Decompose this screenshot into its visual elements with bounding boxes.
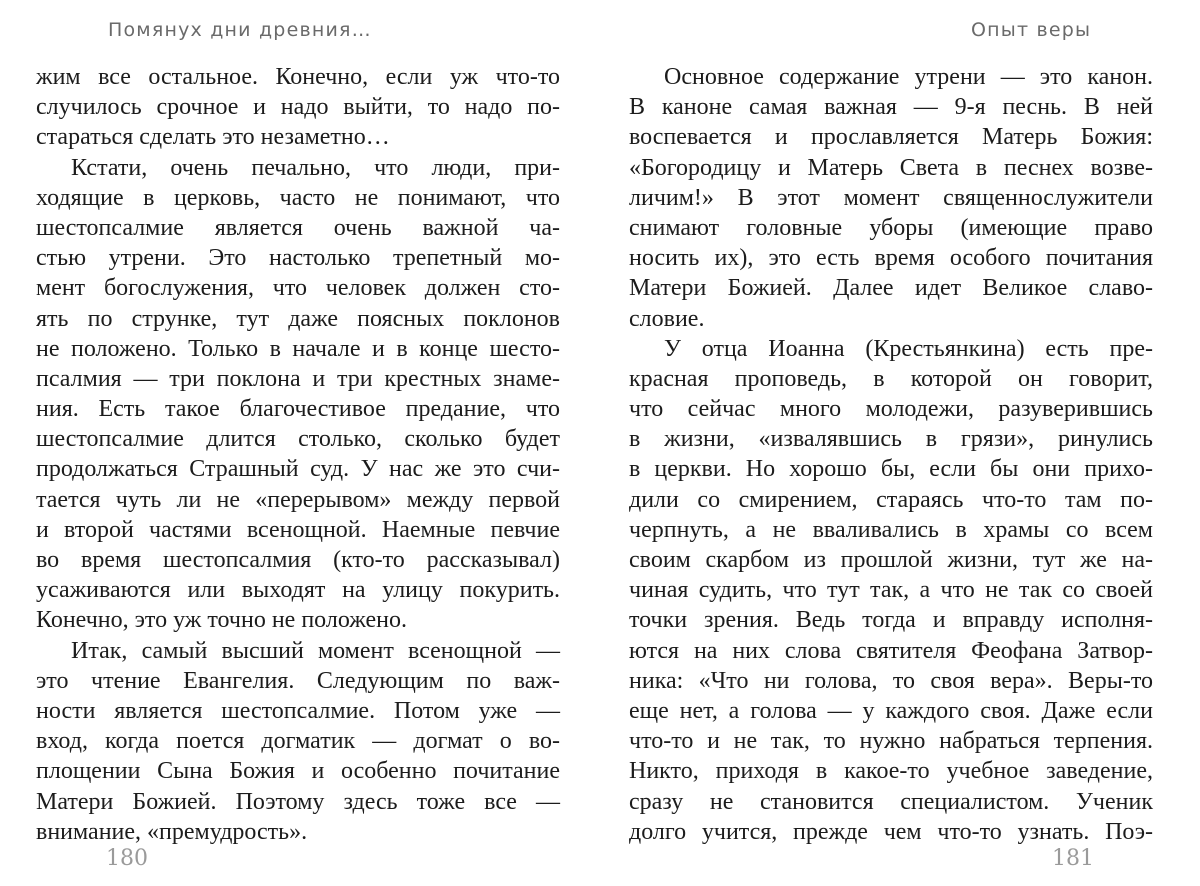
text-line: тается чуть ли не «перерывом» между первой — [36, 486, 560, 513]
text-line: словие. — [629, 305, 705, 332]
text-line: усаживаются или выходят на улицу покурить. — [36, 577, 560, 604]
text-line: псалмия — три поклона и три крестных знаме- — [36, 365, 560, 392]
text-line: ются на них слова святителя Феофана Затвор- — [629, 637, 1153, 664]
text-line: носить их), это есть время особого почитания — [629, 245, 1153, 272]
text-line: дили со смирением, стараясь что-то там по- — [629, 486, 1153, 513]
text-line: ности является шестопсалмие. Потом уже — — [36, 697, 560, 724]
text-line: не положено. Только в начале и в конце шесто- — [36, 335, 560, 362]
text-line: «Богородицу и Матерь Света в песнех возве- — [629, 154, 1153, 181]
text-line: внимание, «премудрость». — [36, 818, 308, 845]
text-line: Матери Божией. Поэтому здесь тоже все — — [36, 788, 560, 815]
text-line: сразу не становится специалистом. Ученик — [629, 788, 1153, 815]
right-page — [600, 0, 1200, 886]
text-line: воспевается и прославляется Матерь Божия: — [629, 124, 1153, 151]
text-line: Конечно, это уж точно не положено. — [36, 607, 407, 634]
text-line: ния. Есть такое благочестивое предание, что — [36, 396, 560, 423]
text-line: шестопсалмие длится столько, сколько будет — [36, 426, 560, 453]
text-line: в церкви. Но хорошо бы, если бы они прихо- — [629, 456, 1153, 483]
text-line: точки зрения. Ведь тогда и вправду исполня- — [629, 607, 1153, 634]
text-line: В каноне самая важная — 9-я песнь. В ней — [629, 94, 1153, 121]
body-text — [36, 62, 560, 847]
text-line: это чтение Евангелия. Следующим по важ- — [36, 667, 560, 694]
text-line: Основное содержание утрени — это канон. — [664, 64, 1153, 90]
text-line: продолжаться Страшный суд. У нас же это счи- — [36, 456, 560, 483]
text-line: что сейчас много молодежи, разуверившись — [629, 396, 1153, 423]
text-line: жим все остальное. Конечно, если уж что-то — [36, 64, 560, 90]
running-head: Помянух дни древния… — [108, 19, 372, 41]
text-line: что-то и не так, то нужно набраться терпения. — [629, 728, 1153, 755]
text-line: личим!» В этот момент священнослужители — [629, 184, 1153, 211]
text-line: У отца Иоанна (Крестьянкина) есть пре- — [664, 335, 1153, 362]
text-line: красная проповедь, в которой он говорит, — [629, 365, 1153, 392]
page-number: 181 — [1052, 846, 1094, 871]
text-line: ходящие в церковь, часто не понимают, что — [36, 184, 560, 211]
text-line: Никто, приходя в какое-то учебное заведение, — [629, 758, 1153, 785]
text-line: ника: «Что ни голова, то своя вера». Веры-то — [629, 667, 1153, 694]
page-number: 180 — [106, 846, 148, 871]
text-line: Матери Божией. Далее идет Великое славо- — [629, 275, 1153, 302]
text-line: шестопсалмие является очень важной ча- — [36, 214, 560, 241]
text-line: стараться сделать это незаметно… — [36, 124, 390, 151]
text-line: ять по струнке, тут даже поясных поклонов — [36, 305, 560, 332]
body-text — [629, 62, 1153, 847]
text-line: снимают головные уборы (имеющие право — [629, 214, 1153, 241]
text-line: площении Сына Божия и особенно почитание — [36, 758, 560, 785]
text-line: еще нет, а голова — у каждого своя. Даже если — [629, 697, 1153, 724]
running-head: Опыт веры — [971, 19, 1092, 41]
text-line: вход, когда поется догматик — догмат о во- — [36, 728, 560, 755]
text-line: Итак, самый высший момент всенощной — — [71, 637, 560, 664]
text-line: долго учится, прежде чем что-то узнать. Поэ- — [629, 818, 1153, 845]
text-line: черпнуть, а не вваливались в храмы со всем — [629, 516, 1153, 543]
text-line: в жизни, «извалявшись в грязи», ринулись — [629, 426, 1153, 453]
text-line: случилось срочное и надо выйти, то надо по- — [36, 94, 560, 121]
text-line: стью утрени. Это настолько трепетный мо- — [36, 245, 560, 272]
text-line: мент богослужения, что человек должен сто- — [36, 275, 560, 302]
text-line: и второй частями всенощной. Наемные певчие — [36, 516, 560, 543]
text-line: своим скарбом из прошлой жизни, тут же на- — [629, 547, 1153, 573]
text-line: чиная судить, что тут так, а что не так со своей — [629, 577, 1153, 604]
text-line: во время шестопсалмия (кто-то рассказывал) — [36, 547, 560, 573]
text-line: Кстати, очень печально, что люди, при- — [71, 154, 560, 181]
